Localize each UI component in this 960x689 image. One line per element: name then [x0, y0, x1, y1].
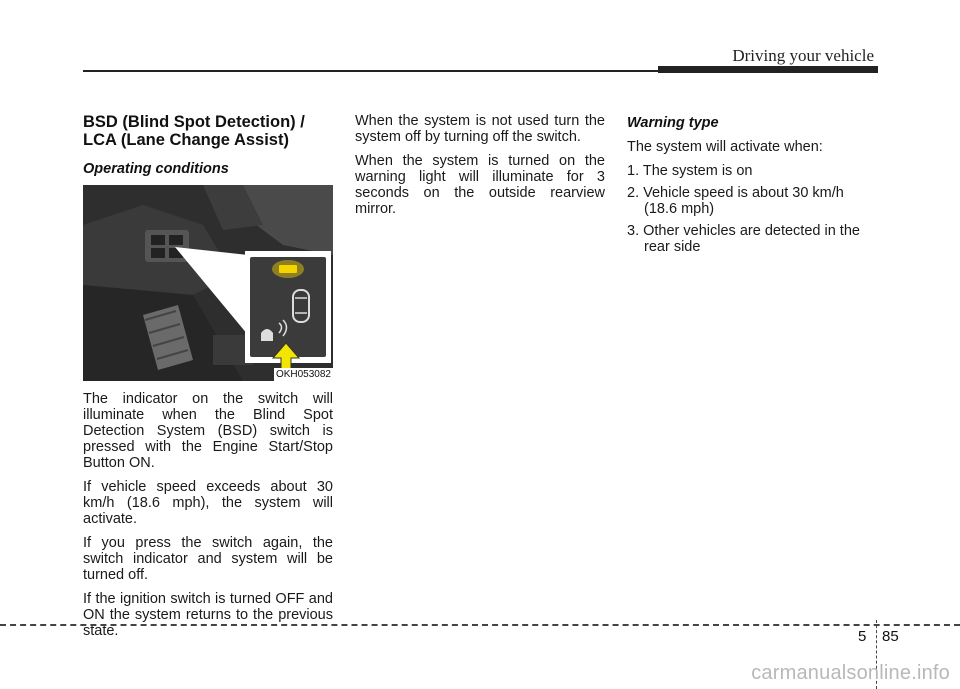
figure-code: OKH053082 — [275, 369, 331, 380]
column-3 — [627, 113, 877, 261]
list-item-2: 2. Vehicle speed is about 30 km/h (18.6 mph) — [627, 185, 844, 217]
section-title — [83, 113, 333, 149]
column-2 — [355, 113, 605, 225]
col2-paragraph-2: When the system is turned on the warning light will illuminate for 3 seconds on the outside rearview mirror. — [355, 153, 605, 217]
header-title: Driving your vehicle — [732, 46, 874, 65]
col1-paragraph-4: If the ignition switch is turned OFF and ON the system returns to the previous state. — [83, 591, 333, 639]
chapter-number: 5 — [858, 628, 867, 645]
page-number: 85 — [882, 628, 899, 645]
col2-paragraph-1: When the system is not used turn the system off by turning off the switch. — [355, 113, 605, 145]
operating-conditions-heading: Operating conditions — [83, 161, 229, 177]
warning-type-heading: Warning type — [627, 115, 719, 131]
header-rule-thin — [83, 70, 663, 72]
col1-paragraph-3: If you press the switch again, the switch indicator and system will be turned off. — [83, 535, 333, 583]
warning-intro: The system will activate when: — [627, 139, 823, 155]
section-title-line-2: LCA (Lane Change Assist) — [83, 131, 289, 149]
bsd-switch-figure — [83, 185, 333, 381]
col1-paragraph-2: If vehicle speed exceeds about 30 km/h (18.6 mph), the system will activate. — [83, 479, 333, 527]
column-1 — [83, 113, 333, 647]
dashboard-illustration — [83, 185, 333, 381]
footer-rule — [0, 624, 960, 626]
watermark: carmanualsonline.info — [751, 662, 950, 684]
list-item-1: 1. The system is on — [627, 163, 753, 179]
col1-paragraph-1: The indicator on the switch will illuminate when the Blind Spot Detection System (BSD) switch is pressed with the Engine Start/Stop Button ON. — [83, 391, 333, 471]
section-title-line-1: BSD (Blind Spot Detection) / — [83, 113, 305, 131]
header-rule-thick — [658, 66, 878, 73]
list-item-3: 3. Other vehicles are detected in the rear side — [627, 223, 860, 255]
